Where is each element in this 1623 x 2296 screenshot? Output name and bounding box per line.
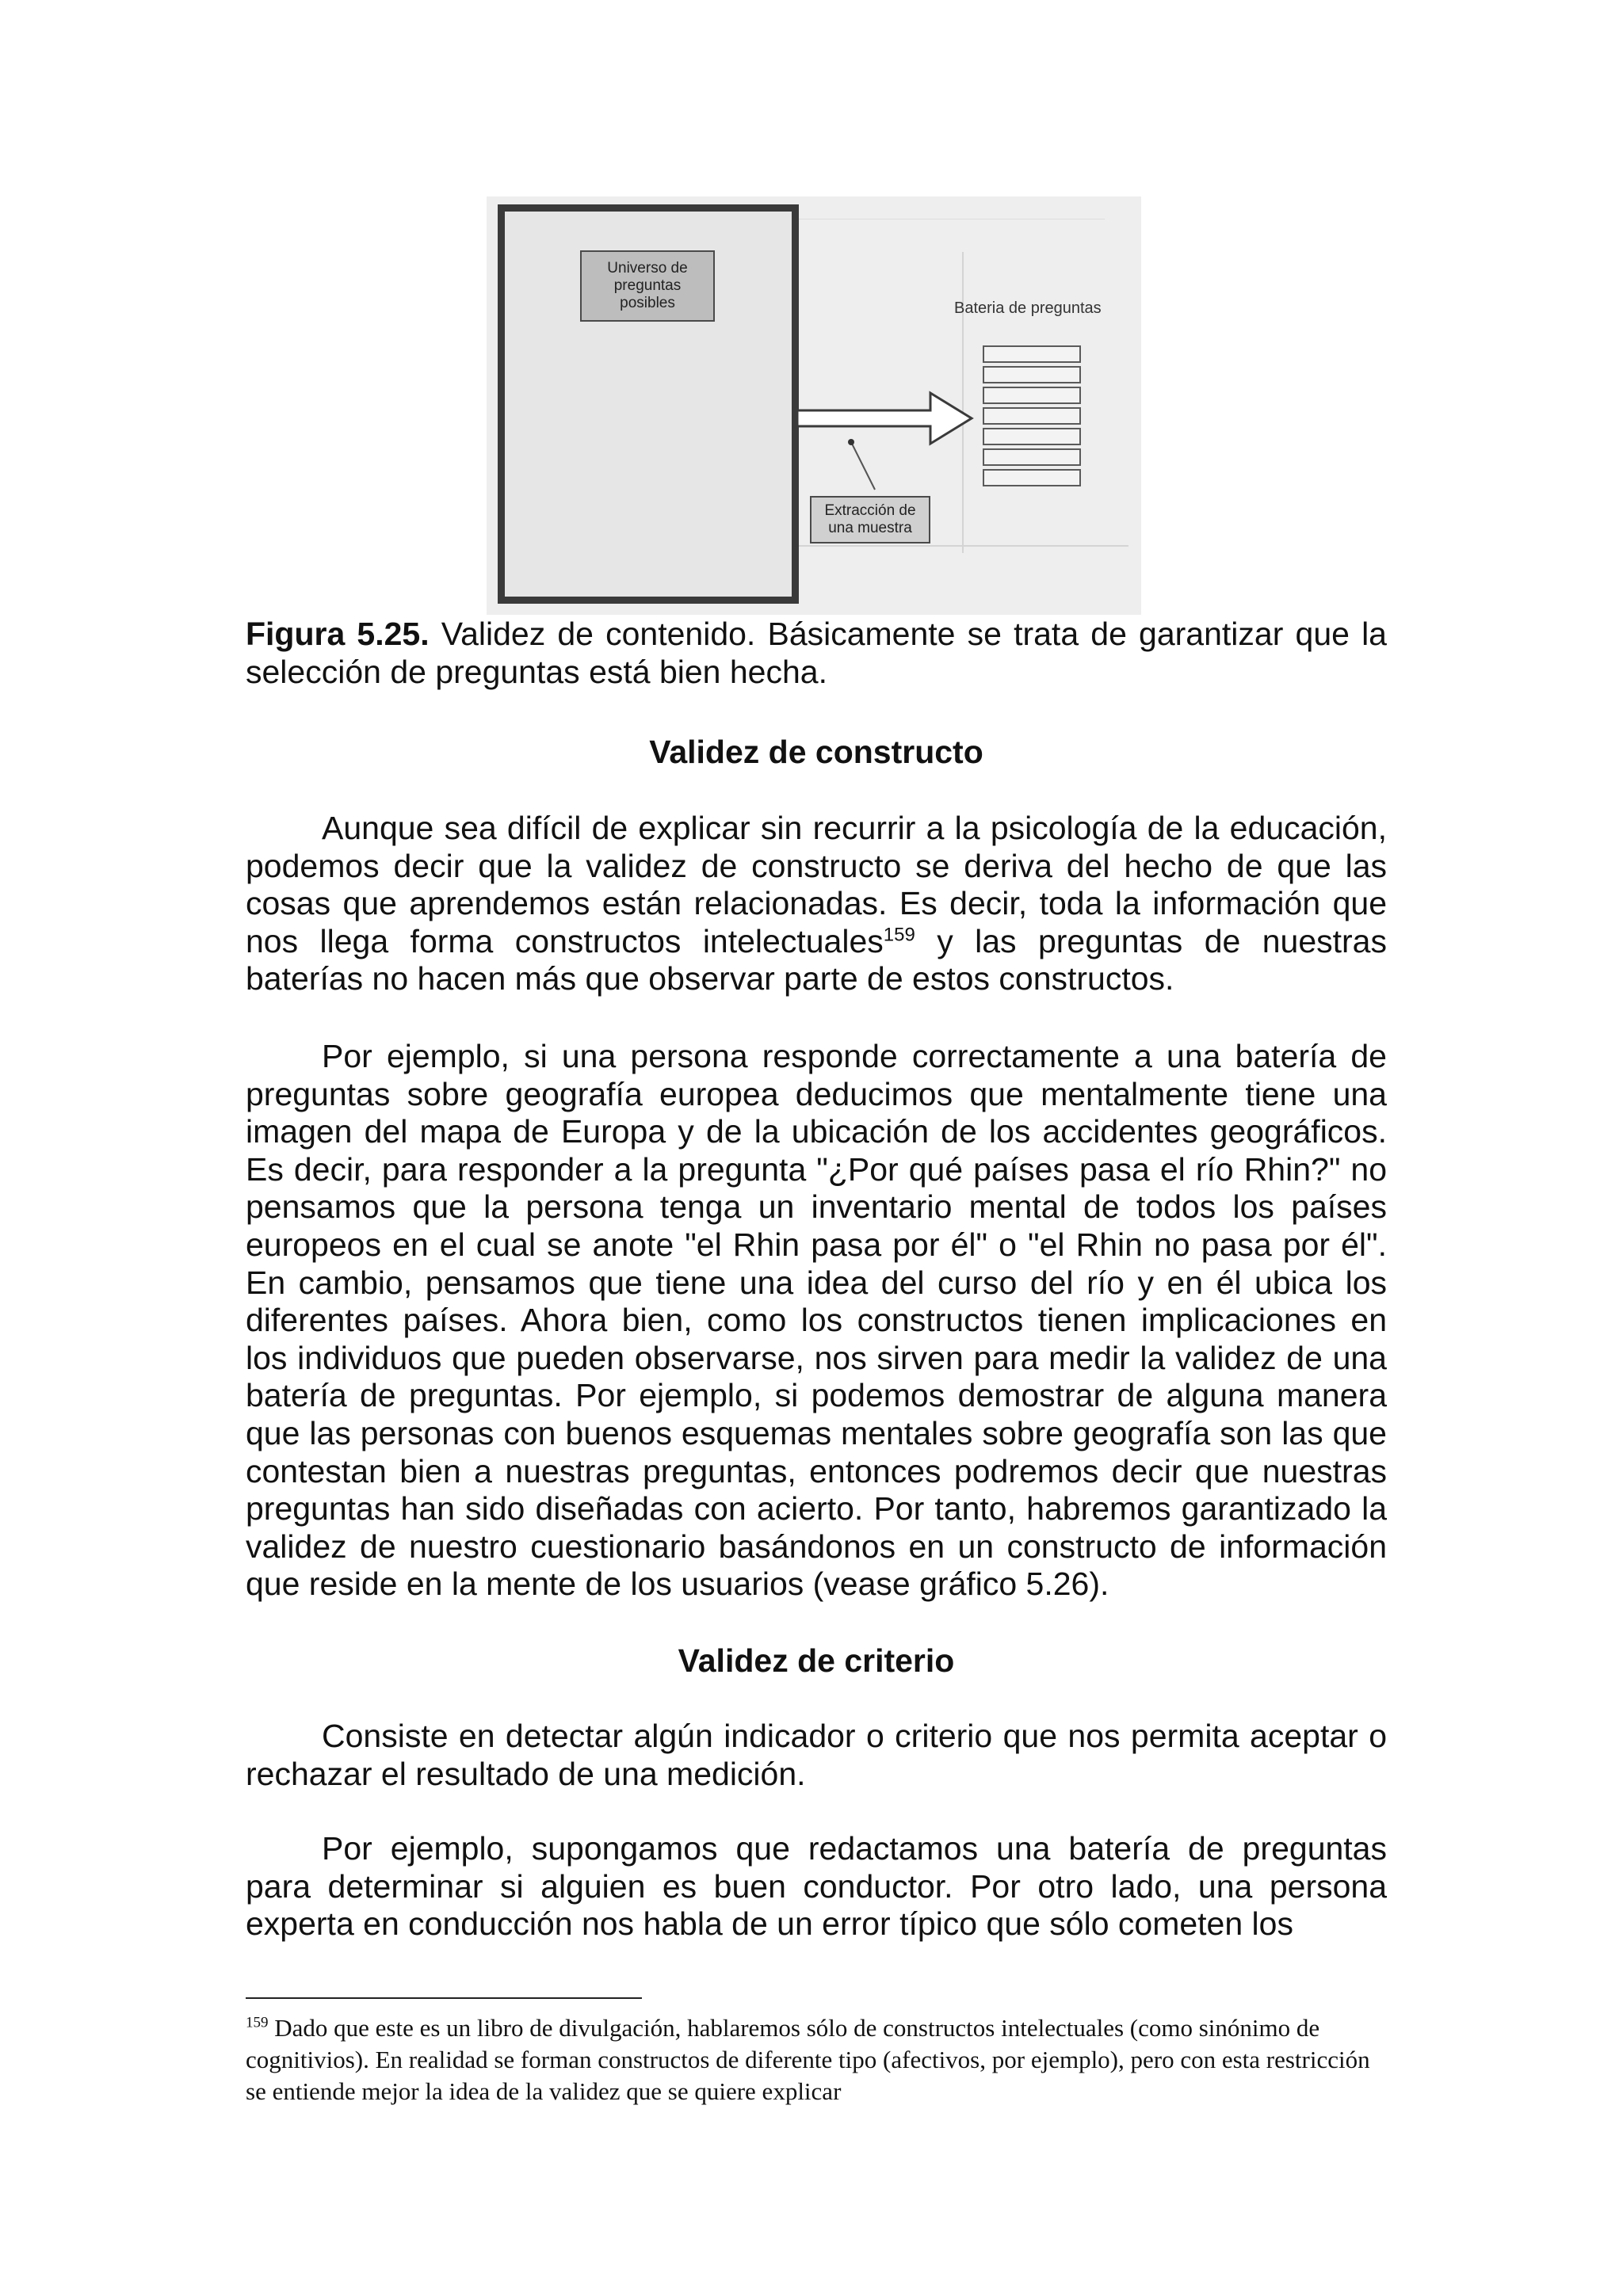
battery-slot xyxy=(983,469,1081,486)
footnote-number: 159 xyxy=(246,2014,269,2031)
paragraph-constructo-2: Por ejemplo, si una persona responde correctamente a una batería de preguntas sobre geografía europea deducimos que mentalmente tiene una imagen del mapa de Europa y de la ubicación de los accidentes geográficos. Es decir, para responder a la pregunta "¿Por qué países pasa el río Rhin?" no pensamos que la persona tenga un inventario mental de todos los países europeos en el cual se anote "el Rhin pasa por él" o "el Rhin no pasa por él". En cambio, pensamos que tiene una idea del curso del río y en él ubica los diferentes países. Ahora bien, como los constructos tienen implicaciones en los individuos que pueden observarse, nos sirven para medir la validez de una batería de preguntas. Por ejemplo, si podemos demostrar de alguna manera que las personas con buenos esquemas mentales sobre geografía son las que contestan bien a nuestras preguntas, entonces podremos decir que nuestras preguntas han sido diseñadas con acierto. Por tanto, habremos garantizado la validez de nuestro cuestionario basándonos en un constructo de información que reside en la mente de los usuarios (vease gráfico 5.26). xyxy=(246,1038,1387,1603)
battery-slot xyxy=(983,345,1081,363)
paragraph-text: Aunque sea difícil de explicar sin recurrir a la psicología de la educación, podemos decir que la validez de constructo se deriva del hecho de que las cosas que aprendemos están relacionadas. Es decir, toda la información que nos llega forma constructos intelectuales xyxy=(246,810,1387,959)
figure-validez-contenido xyxy=(487,196,1141,615)
footnote-text: Dado que este es un libro de divulgación, hablaremos sólo de constructos intelectuales (como sinónimo de cognitivios). En realidad se forman constructos de diferente tipo (afectivos, por ejemplo), pero con esta restricción se entiende mejor la idea de la validez que se quiere explicar xyxy=(246,2014,1370,2105)
paragraph-criterio-2: Por ejemplo, supongamos que redactamos una batería de preguntas para determinar si alguien es buen conductor. Por otro lado, una persona experta en conducción nos habla de un error típico que sólo cometen los xyxy=(246,1830,1387,1943)
battery-slot xyxy=(983,407,1081,425)
battery-slot xyxy=(983,366,1081,383)
paragraph-criterio-1: Consiste en detectar algún indicador o criterio que nos permita aceptar o rechazar el resultado de una medición. xyxy=(246,1718,1387,1792)
battery-label: Bateria de preguntas xyxy=(954,299,1102,317)
caption-label: Figura 5.25. xyxy=(246,616,430,652)
universe-label: Universo de preguntas posibles xyxy=(607,260,688,311)
caption-text: Validez de contenido. Básicamente se trata de garantizar que la selección de preguntas está bien hecha. xyxy=(246,616,1387,690)
heading-validez-constructo: Validez de constructo xyxy=(649,734,983,770)
extraction-label-box xyxy=(810,496,930,543)
pointer-line-icon xyxy=(843,434,891,498)
footnote xyxy=(246,2012,1387,2107)
universe-label-box xyxy=(580,250,715,322)
extraction-label: Extracción de una muestra xyxy=(824,502,916,536)
battery-slot xyxy=(983,448,1081,466)
battery-slot xyxy=(983,387,1081,404)
footnote-divider xyxy=(246,1997,642,1999)
paragraph-text: y las preguntas de nuestras baterías no hacen más que observar parte de estos constructos. xyxy=(246,922,1387,997)
figure-caption xyxy=(246,615,1387,691)
paragraph-constructo-1 xyxy=(246,810,1387,998)
battery-slot xyxy=(983,428,1081,445)
heading-validez-criterio: Validez de criterio xyxy=(678,1642,955,1679)
footnote-ref: 159 xyxy=(883,924,915,946)
